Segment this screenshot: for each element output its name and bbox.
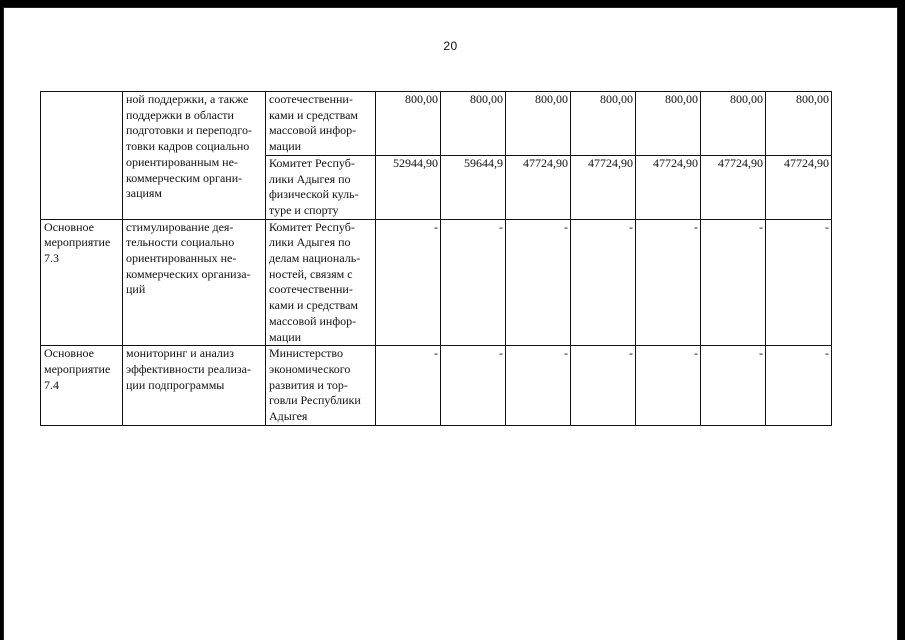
executor-line: Комитет Респуб- [269, 219, 355, 234]
amount-cell: - [571, 346, 636, 426]
amount-cell: 47724,90 [571, 155, 636, 219]
executor-line: физической куль- [269, 187, 359, 202]
activity-line: Основное [44, 346, 94, 361]
executor-line: лики Адыгея по [269, 171, 351, 186]
executor-line: ками и средствам [269, 298, 359, 313]
amount-cell: - [701, 219, 766, 346]
description-line: мониторинг и анализ [126, 346, 235, 361]
description-cell [123, 92, 266, 220]
executor-line: лики Адыгея по [269, 235, 351, 250]
description-line: ориентированных не- [126, 251, 237, 266]
executor-line: делам националь- [269, 251, 361, 266]
amount-cell: - [441, 346, 506, 426]
description-line: ции подпрограммы [126, 377, 225, 392]
amount-cell: 800,00 [506, 92, 571, 156]
amount-cell: - [376, 346, 441, 426]
executor-line: экономического [269, 361, 351, 376]
amount-cell: - [701, 346, 766, 426]
amount-cell: 47724,90 [636, 155, 701, 219]
table-row [41, 92, 832, 156]
program-funding-table [40, 91, 832, 426]
executor-line: туре и спорту [269, 202, 339, 217]
amount-cell: 800,00 [441, 92, 506, 156]
executor-line: мации [269, 139, 302, 154]
table-row [41, 346, 832, 426]
activity-cell [41, 92, 123, 220]
activity-line: 7.3 [44, 251, 59, 266]
description-line: товки кадров социально [126, 139, 250, 154]
amount-cell: - [441, 219, 506, 346]
description-line: зациям [126, 186, 163, 201]
executor-cell [266, 346, 376, 426]
description-line: ной поддержки, а также [126, 92, 249, 106]
description-line: поддержки в области [126, 107, 234, 122]
amount-cell: 47724,90 [766, 155, 832, 219]
description-line: ций [126, 282, 146, 297]
amount-cell: - [376, 219, 441, 346]
amount-cell: - [636, 346, 701, 426]
executor-line: Адыгея [269, 409, 308, 424]
description-line: коммерческих организа- [126, 266, 251, 281]
table-row [41, 219, 832, 346]
amount-cell: 800,00 [571, 92, 636, 156]
executor-line: массовой инфор- [269, 123, 357, 138]
document-page [4, 8, 897, 640]
executor-line: соотечественни- [269, 282, 353, 297]
page-number: 20 [443, 39, 458, 53]
amount-cell: - [766, 219, 832, 346]
activity-line: Основное [44, 219, 94, 234]
description-line: ориентированным не- [126, 154, 238, 169]
activity-line: мероприятие [44, 235, 111, 250]
executor-line: массовой инфор- [269, 313, 357, 328]
executor-line: ностей, связям с [269, 266, 353, 281]
amount-cell: 47724,90 [701, 155, 766, 219]
executor-line: ками и средствам [269, 107, 359, 122]
executor-line: соотечественни- [269, 92, 353, 106]
description-line: стимулирование дея- [126, 219, 234, 234]
activity-cell [41, 346, 123, 426]
amount-cell: - [766, 346, 832, 426]
description-line: подготовки и переподго- [126, 123, 252, 138]
executor-line: мации [269, 329, 302, 344]
activity-cell [41, 219, 123, 346]
amount-cell: - [571, 219, 636, 346]
executor-line: развития и тор- [269, 377, 348, 392]
description-cell [123, 219, 266, 346]
executor-line: говли Республики [269, 393, 361, 408]
amount-cell: 800,00 [701, 92, 766, 156]
amount-cell: 52944,90 [376, 155, 441, 219]
description-cell [123, 346, 266, 426]
amount-cell: 800,00 [766, 92, 832, 156]
amount-cell: 47724,90 [506, 155, 571, 219]
amount-cell: - [636, 219, 701, 346]
executor-cell [266, 219, 376, 346]
amount-cell: 59644,9 [441, 155, 506, 219]
description-line: эффективности реализа- [126, 361, 251, 376]
description-line: тельности социально [126, 235, 235, 250]
activity-line: мероприятие [44, 361, 111, 376]
amount-cell: 800,00 [636, 92, 701, 156]
executor-line: Министерство [269, 346, 343, 361]
activity-line: 7.4 [44, 377, 59, 392]
executor-line: Комитет Респуб- [269, 155, 355, 170]
amount-cell: 800,00 [376, 92, 441, 156]
amount-cell: - [506, 219, 571, 346]
description-line: коммерческим органи- [126, 170, 243, 185]
executor-cell [266, 155, 376, 219]
amount-cell: - [506, 346, 571, 426]
executor-cell [266, 92, 376, 156]
